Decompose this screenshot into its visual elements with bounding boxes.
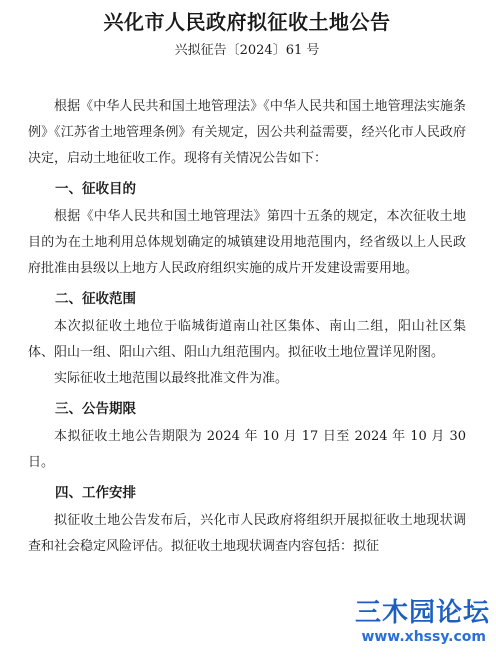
arrangement-paragraph: 拟征收土地公告发布后，兴化市人民政府将组织开展拟征收土地现状调查和社会稳定风险评估。拟征收土地现状调查内容包括：拟征 (28, 513, 466, 554)
document-title: 兴化市人民政府拟征收土地公告 (103, 10, 391, 34)
watermark-logo: 三木园论坛 (354, 598, 490, 628)
scope-paragraph: 本次拟征收土地位于临城街道南山社区集体、南山二组，阳山社区集体、阳山一组、阳山六组、阳山九组范围内。拟征收土地位置详见附图。 (28, 319, 466, 360)
intro-paragraph: 根据《中华人民共和国土地管理法》《中华人民共和国土地管理法实施条例》《江苏省土地管理条例》有关规定，因公共利益需要，经兴化市人民政府决定，启动土地征收工作。现将有关情况公告如下： (28, 99, 466, 166)
purpose-paragraph: 根据《中华人民共和国土地管理法》第四十五条的规定，本次征收土地目的为在土地利用总体规划确定的城镇建设用地范围内，经省级以上人民政府批准由县级以上地方人民政府组织实施的成片开发建设需要用地。 (28, 209, 466, 276)
watermark-url: www.xhssy.com (361, 629, 486, 645)
section-heading-period: 三、公告期限 (55, 401, 136, 417)
period-paragraph: 本拟征收土地公告期限为 2024 年 10 月 17 日至 2024 年 10 月 30 日。 (28, 429, 466, 470)
scope-note-paragraph: 实际征收土地范围以最终批准文件为准。 (54, 371, 289, 386)
section-heading-purpose: 一、征收目的 (55, 181, 136, 197)
section-heading-scope: 二、征收范围 (55, 291, 136, 307)
document-number: 兴拟征告〔2024〕61 号 (174, 43, 320, 58)
section-heading-arrangement: 四、工作安排 (55, 485, 136, 501)
